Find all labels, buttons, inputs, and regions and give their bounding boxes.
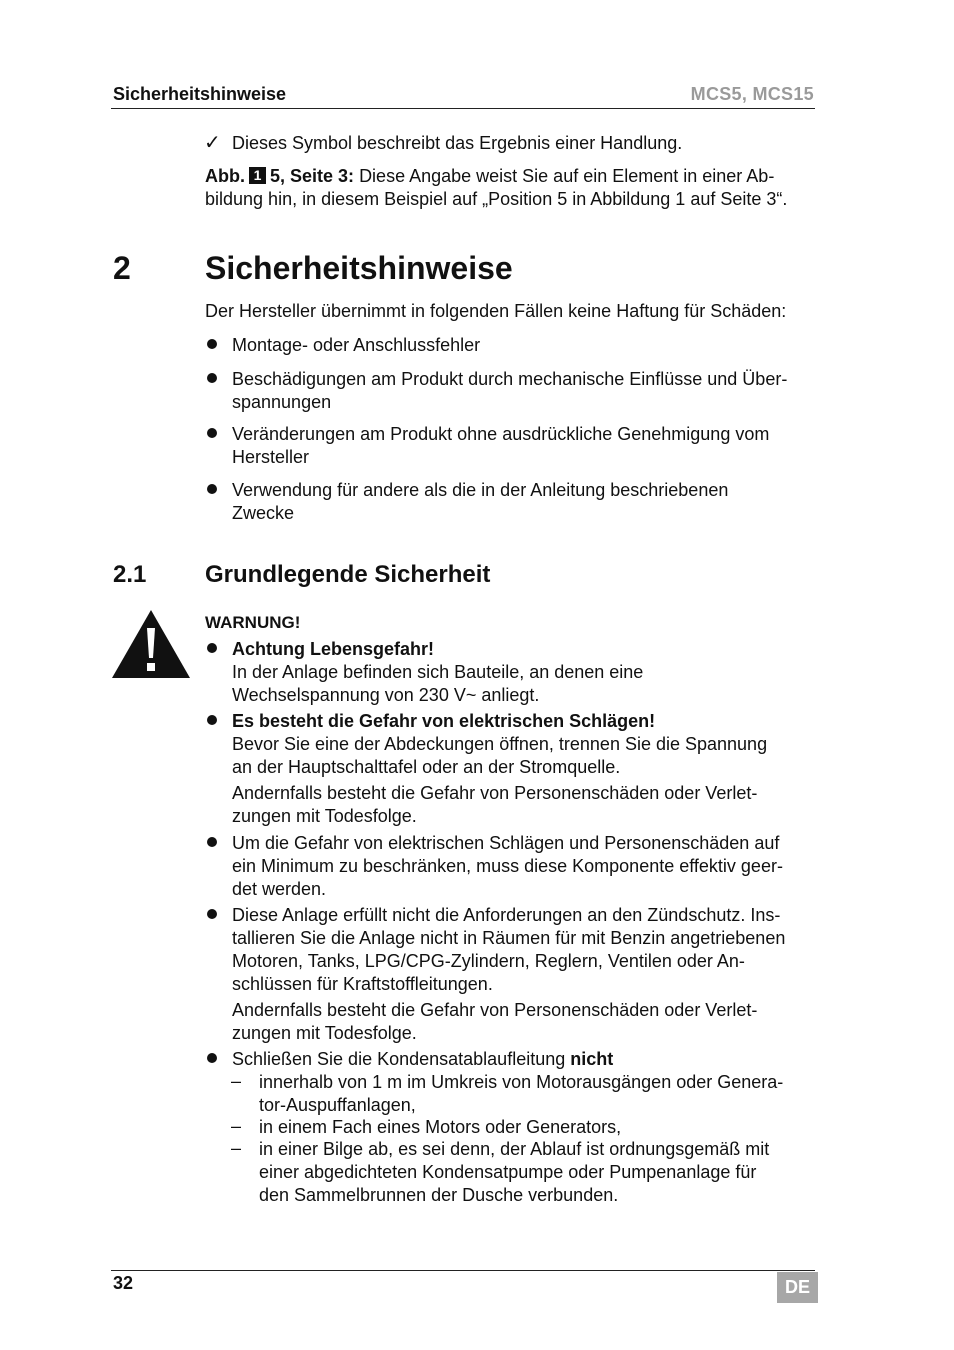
list-item <box>232 479 728 525</box>
warning-item-line: In der Anlage befinden sich Bauteile, an denen eine <box>232 662 644 682</box>
dash-marker: – <box>231 1116 242 1136</box>
bullet-icon <box>207 339 217 349</box>
running-header-model: MCS5, MCS15 <box>690 84 814 104</box>
sub-list-item <box>259 1071 783 1117</box>
warning-item-consequence <box>232 999 757 1045</box>
list-item <box>232 368 787 414</box>
list-item-line: Veränderungen am Produkt ohne ausdrückliche Genehmigung vom <box>232 424 770 444</box>
sub-list-line: einer abgedichteten Kondensatpumpe oder Pumpenanlage für <box>259 1162 757 1182</box>
section-lead: Der Hersteller übernimmt in folgenden Fällen keine Haftung für Schäden: <box>205 301 787 321</box>
warning-item-line: Um die Gefahr von elektrischen Schlägen und Personenschäden auf <box>232 833 780 853</box>
bullet-icon <box>207 428 217 438</box>
sub-list-line: tor-Auspuffanlagen, <box>259 1095 416 1115</box>
dash-marker: – <box>231 1138 242 1158</box>
list-item <box>232 423 769 469</box>
dash-marker: – <box>231 1071 242 1091</box>
sub-list-item <box>259 1138 769 1207</box>
warning-item-line: zungen mit Todesfolge. <box>232 806 417 826</box>
warning-item-consequence <box>232 782 757 828</box>
warning-item-title: Achtung Lebensgefahr! <box>232 639 435 659</box>
warning-item-line: det werden. <box>232 879 327 899</box>
page-number: 32 <box>113 1273 134 1293</box>
warning-item <box>232 1048 613 1071</box>
subsection-number: 2.1 <box>113 561 147 588</box>
language-badge: DE <box>777 1272 818 1303</box>
warning-item-line: ein Minimum zu beschränken, muss diese Komponente effektiv geer- <box>232 856 783 876</box>
sub-list-line: innerhalb von 1 m im Umkreis von Motorausgängen oder Genera- <box>259 1072 784 1092</box>
list-item: Montage- oder Anschlussfehler <box>232 335 481 355</box>
warning-item <box>232 832 783 901</box>
warning-item-line: Diese Anlage erfüllt nicht die Anforderungen an den Zündschutz. Ins- <box>232 905 781 925</box>
list-item-line: Beschädigungen am Produkt durch mechanische Einflüsse und Über- <box>232 369 788 389</box>
list-item-line: Hersteller <box>232 447 310 467</box>
bullet-icon <box>207 1053 217 1063</box>
bullet-icon <box>207 373 217 383</box>
bullet-icon <box>207 643 217 653</box>
abb-ref: 5, Seite 3: <box>270 166 355 186</box>
warning-item-line: Andernfalls besteht die Gefahr von Personenschäden oder Verlet- <box>232 1000 758 1020</box>
abb-text-line2: bildung hin, in diesem Beispiel auf „Position 5 in Abbildung 1 auf Seite 3“. <box>205 189 788 209</box>
sub-list-line: in einer Bilge ab, es sei denn, der Ablauf ist ordnungsgemäß mit <box>259 1139 770 1159</box>
section-title: Sicherheitshinweise <box>205 250 513 286</box>
warning-item <box>232 904 785 996</box>
warning-item-line: Motoren, Tanks, LPG/CPG-Zylindern, Reglern, Ventilen oder An- <box>232 951 745 971</box>
warning-item <box>232 710 767 779</box>
sub-list-line: den Sammelbrunnen der Dusche verbunden. <box>259 1185 619 1205</box>
bullet-icon <box>207 909 217 919</box>
check-description: Dieses Symbol beschreibt das Ergebnis einer Handlung. <box>232 133 683 153</box>
section-number: 2 <box>113 250 131 286</box>
warning-item-line: an der Hauptschalttafel oder an der Stromquelle. <box>232 757 621 777</box>
bullet-icon <box>207 715 217 725</box>
warning-item-line: tallieren Sie die Anlage nicht in Räumen für mit Benzin angetriebenen <box>232 928 786 948</box>
warning-item-line: schlüssen für Kraftstoffleitungen. <box>232 974 493 994</box>
check-icon: ✓ <box>204 132 221 154</box>
header-rule <box>111 108 815 109</box>
figure-number-box: 1 <box>249 167 266 184</box>
bullet-icon <box>207 484 217 494</box>
sub-list-line: in einem Fach eines Motors oder Generators, <box>259 1117 622 1137</box>
warning-item-line: Bevor Sie eine der Abdeckungen öffnen, trennen Sie die Spannung <box>232 734 768 754</box>
warning-item-line: zungen mit Todesfolge. <box>232 1023 417 1043</box>
warning-item <box>232 638 643 707</box>
warning-label: WARNUNG! <box>205 613 301 632</box>
sub-list-item <box>259 1116 621 1139</box>
abb-text-line1: Diese Angabe weist Sie auf ein Element in einer Ab- <box>359 166 775 186</box>
list-item-line: Zwecke <box>232 503 295 523</box>
warning-item-line: Wechselspannung von 230 V~ anliegt. <box>232 685 540 705</box>
bullet-icon <box>207 837 217 847</box>
running-header-section: Sicherheitshinweise <box>113 84 287 104</box>
warning-item-line: Schließen Sie die Kondensatablaufleitung <box>232 1049 566 1069</box>
warning-item-title: Es besteht die Gefahr von elektrischen Schlägen! <box>232 711 656 731</box>
list-item-line: Verwendung für andere als die in der Anleitung beschriebenen <box>232 480 729 500</box>
warning-triangle-icon <box>112 610 190 678</box>
footer-rule <box>111 1270 815 1271</box>
warning-item-emphasis: nicht <box>570 1049 614 1069</box>
abb-description <box>205 165 820 211</box>
warning-item-line: Andernfalls besteht die Gefahr von Personenschäden oder Verlet- <box>232 783 758 803</box>
abb-label: Abb. <box>205 166 245 186</box>
subsection-title: Grundlegende Sicherheit <box>205 561 491 588</box>
list-item-line: spannungen <box>232 392 332 412</box>
